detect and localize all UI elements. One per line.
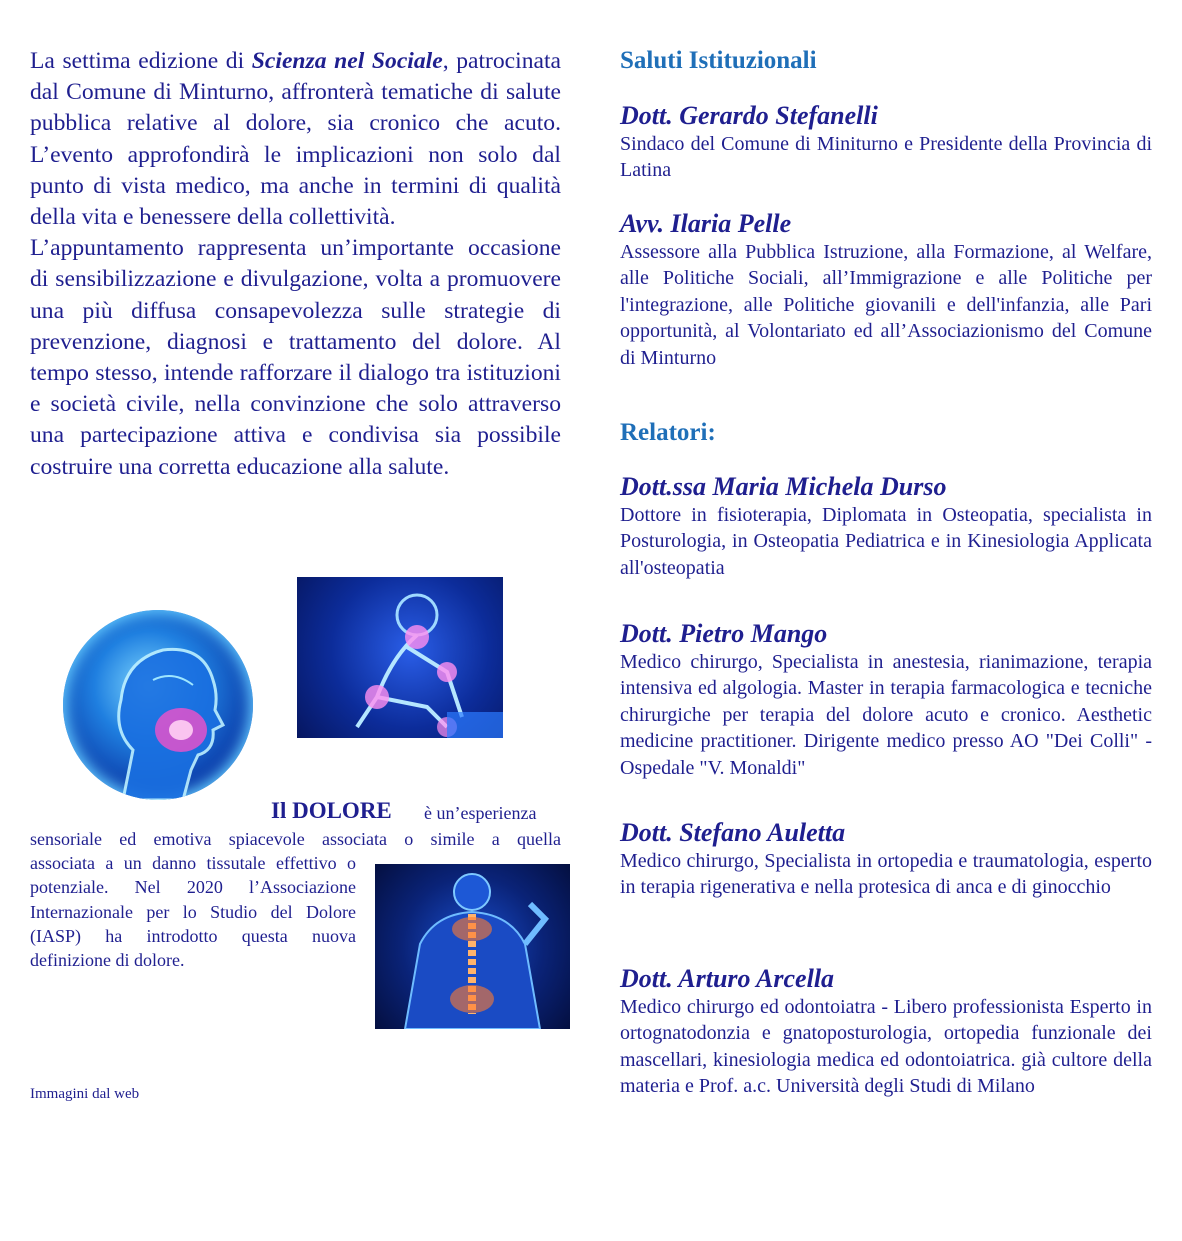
- intro-paragraph-2: L’appuntamento rappresenta un’importante occasione di sensibilizzazione e divulgazione, volta a promuovere una più diffusa consapevolezza sulle strategie di prevenzione, diagnosi e trattamento del dolore. Al tempo stesso, intende rafforzare il dialogo tra istituzioni e società civile, nella convinzione che solo attraverso una partecipazione attiva e condivisa sia possibile costruire una corretta educazione alla salute.: [30, 235, 561, 480]
- dolore-definition: associata a un danno tissutale effettivo o potenziale. Nel 2020 l’Associazione Internazionale per lo Studio del Dolore (IASP) ha introdotto questa nuova definizione di dolore.: [30, 853, 356, 971]
- dolore-title: Il DOLORE: [271, 798, 392, 823]
- dolore-text-line1: è un’esperienza: [424, 803, 537, 823]
- speaker-name: Dott. Stefano Auletta: [620, 818, 846, 847]
- relatori-heading: Relatori:: [620, 419, 716, 446]
- speaker-name: Dott. Arturo Arcella: [620, 964, 835, 993]
- speaker-name: Dott. Gerardo Stefanelli: [620, 101, 878, 130]
- speaker-description: Sindaco del Comune di Miniturno e Presidente della Provincia di Latina: [620, 133, 1152, 182]
- speaker-name: Dott. Pietro Mango: [620, 619, 828, 648]
- intro-text: [30, 46, 561, 483]
- back-pain-image: [375, 864, 570, 1029]
- saluti-heading: Saluti Istituzionali: [620, 47, 817, 74]
- body-pain-image: [297, 577, 503, 738]
- speaker-pelle: [620, 209, 1152, 371]
- image-caption: Immagini dal web: [30, 1086, 140, 1102]
- speaker-description: Assessore alla Pubblica Istruzione, alla Formazione, al Welfare, alle Politiche Sociali, all’Immigrazione e alle Politiche per l'integrazione, alle Politiche giovanili e dell'infanzia, alle Pari opportunità, al Volontariato ed all’Associazionismo del Comune di Minturno: [620, 241, 1152, 369]
- body-pain-illustration: [297, 577, 503, 738]
- head-pain-image: [63, 610, 253, 800]
- intro-paragraph-1: La settima edizione di Scienza nel Sociale, patrocinata dal Comune di Minturno, affronterà tematiche di salute pubblica relative al dolore, sia cronico che acuto. L’evento approfondirà le implicazioni non solo dal punto di vista medico, ma anche in termini di qualità della vita e benessere della collettività.: [30, 48, 562, 231]
- speaker-durso: [620, 472, 1152, 581]
- speaker-stefanelli: [620, 101, 1152, 184]
- speaker-arcella: [620, 964, 1152, 1100]
- speaker-name: Avv. Ilaria Pelle: [620, 209, 792, 238]
- speaker-auletta: [620, 818, 1152, 901]
- speaker-description: Dottore in fisioterapia, Diplomata in Osteopatia, specialista in Posturologia, in Osteopatia Pediatrica e in Kinesiologia Applicata all'osteopatia: [620, 504, 1152, 579]
- speaker-name: Dott.ssa Maria Michela Durso: [620, 472, 947, 501]
- back-pain-illustration: [375, 864, 570, 1029]
- speaker-description: Medico chirurgo, Specialista in anestesia, rianimazione, terapia intensiva ed algologia. Master in terapia farmacologica e tecniche chirurgiche per terapia del dolore acuto e cronico. Aesthetic medicine practitioner. Dirigente medico presso AO "Dei Colli" - Ospedale "V. Monaldi": [620, 651, 1152, 779]
- head-pain-illustration: [63, 610, 253, 800]
- speaker-description: Medico chirurgo, Specialista in ortopedia e traumatologia, esperto in terapia rigenerativa e nella protesica di anca e di ginocchio: [620, 850, 1152, 899]
- event-name: Scienza nel Sociale: [251, 48, 443, 74]
- speaker-mango: [620, 619, 1152, 781]
- dolore-text-line2: sensoriale ed emotiva spiacevole associata o simile a quella: [30, 829, 561, 849]
- speaker-description: Medico chirurgo ed odontoiatra - Libero professionista Esperto in ortognatodonzia e gnatoposturologia, ortopedia funzionale dei mascellari, kinesiologia medica ed odontoiatrica. già cultore della materia e Prof. a.c. Università degli Studi di Milano: [620, 996, 1152, 1098]
